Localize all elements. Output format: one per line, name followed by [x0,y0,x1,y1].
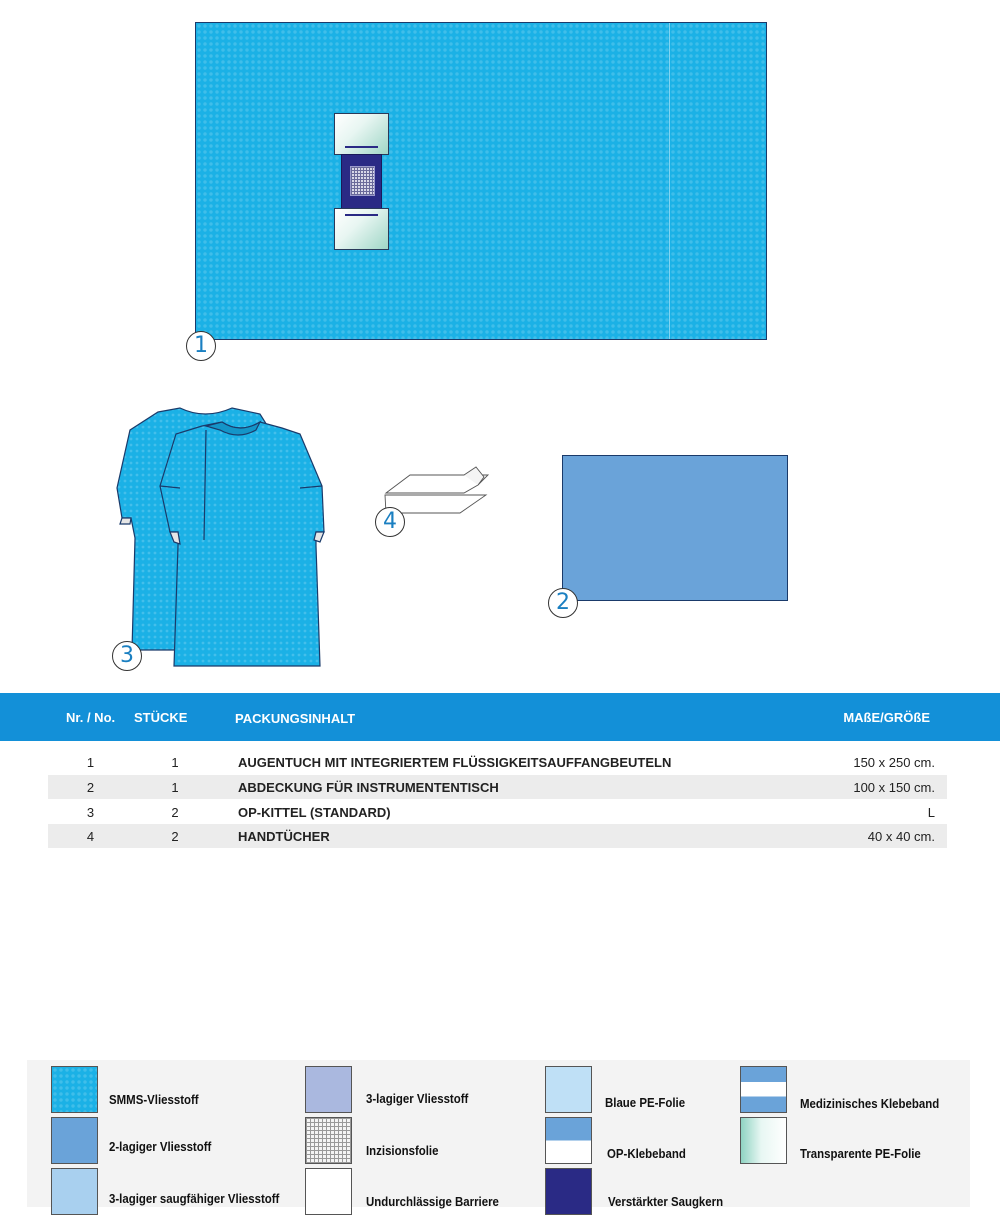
legend-swatch-absorbent [51,1168,98,1215]
drape-fold-line [669,23,670,339]
pouch-top-film [334,113,389,155]
row-qty: 2 [171,805,179,820]
legend-label: Inzisionsfolie [366,1143,439,1158]
surgical-gowns-illustration [110,400,335,672]
eye-drape-illustration [195,22,767,340]
row-size: 100 x 150 cm. [853,780,935,795]
legend-label: 2-lagiger Vliesstoff [109,1139,212,1154]
contents-table-header [0,693,1000,741]
legend-label: SMMS-Vliesstoff [109,1092,199,1107]
table-row [48,775,947,799]
legend-label: 3-lagiger saugfähiger Vliesstoff [109,1191,280,1206]
header-no: Nr. / No. [66,710,116,725]
item-marker-3: 3 [112,641,142,671]
legend-swatch-absorbent-core [545,1168,592,1215]
row-qty: 2 [171,829,179,844]
legend-swatch-barrier [305,1168,352,1215]
legend-swatch-blue-pe [545,1066,592,1113]
legend-label: 3-lagiger Vliesstoff [366,1091,469,1106]
legend-label: Medizinisches Klebeband [800,1096,940,1111]
table-row [48,824,947,848]
header-size: MAßE/GRÖßE [843,710,930,725]
row-description: ABDECKUNG FÜR INSTRUMENTENTISCH [238,780,499,795]
legend-swatch-three-layer [305,1066,352,1113]
row-no: 1 [86,755,95,770]
gown-front [160,422,324,666]
row-description: HANDTÜCHER [238,829,330,844]
legend-swatch-two-layer [51,1117,98,1164]
row-qty: 1 [171,780,179,795]
legend-swatch-medical-tape [740,1066,787,1113]
item-marker-1: 1 [186,331,216,361]
instrument-table-cover-illustration [562,455,788,601]
legend-swatch-incision-film [305,1117,352,1164]
table-row [48,750,947,774]
legend-swatch-smms [51,1066,98,1113]
table-row [48,800,947,824]
row-description: AUGENTUCH MIT INTEGRIERTEM FLÜSSIGKEITSAUFFANGBEUTELN [238,755,672,770]
row-no: 3 [86,805,95,820]
row-size: 40 x 40 cm. [867,829,935,844]
row-size: L [927,805,935,820]
header-content: PACKUNGSINHALT [235,711,356,726]
incision-film-window [350,166,375,196]
legend-swatch-op-tape [545,1117,592,1164]
header-qty: STÜCKE [134,710,188,725]
pouch-bottom-film [334,208,389,250]
legend-label: Undurchlässige Barriere [366,1194,499,1209]
legend-label: Transparente PE-Folie [800,1146,921,1161]
row-description: OP-KITTEL (STANDARD) [238,805,391,820]
legend-label: OP-Klebeband [607,1146,686,1161]
row-size: 150 x 250 cm. [853,755,935,770]
item-marker-2: 2 [548,588,578,618]
legend-label: Blaue PE-Folie [605,1095,686,1110]
row-no: 2 [86,780,95,795]
legend-label: Verstärkter Saugkern [608,1194,724,1209]
legend-swatch-transparent-pe [740,1117,787,1164]
item-marker-4: 4 [375,507,405,537]
pouch-absorbent-core [341,154,382,209]
row-qty: 1 [171,755,179,770]
material-legend [27,1060,970,1207]
row-no: 4 [86,829,95,844]
